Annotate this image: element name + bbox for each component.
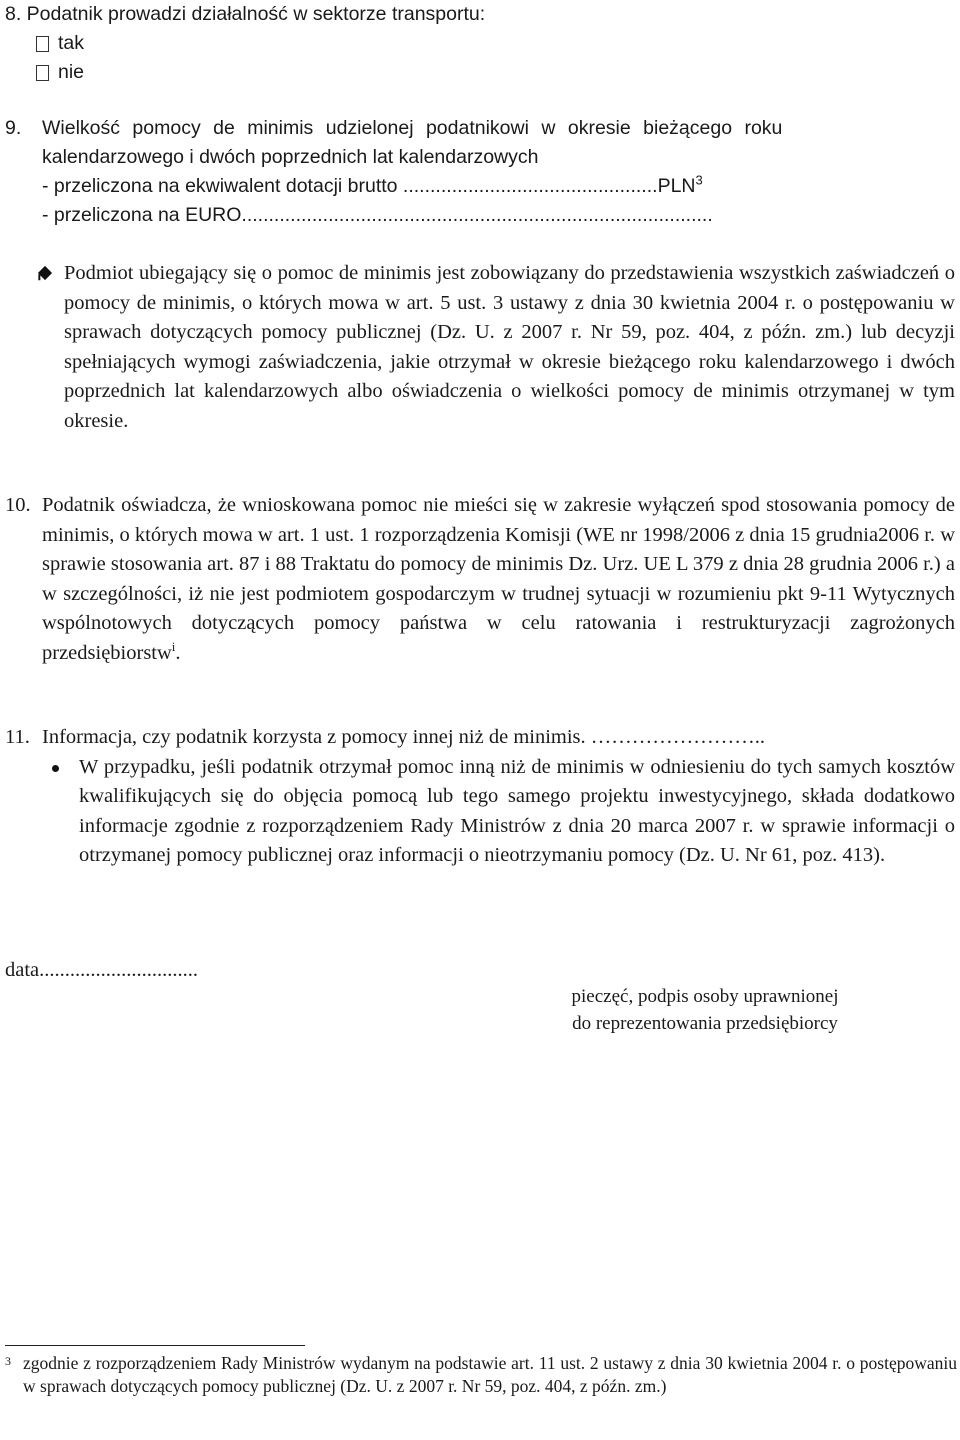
question-11-text[interactable]: Informacja, czy podatnik korzysta z pomocy innej niż de minimis. …………………….. xyxy=(42,726,766,748)
question-9-line-2: kalendarzowego i dwóch poprzednich lat kalendarzowych xyxy=(42,146,539,168)
bullet-dot-icon xyxy=(52,765,59,772)
question-8 xyxy=(5,0,945,87)
note-text: Podmiot ubiegający się o pomoc de minimis jest zobowiązany do przedstawienia wszystkich zaświadczeń o pomocy de minimis, o których mowa w art. 5 ust. 3 ustawy z dnia 30 kwietnia 2004 r. o postępowaniu w sprawach dotyczących pomocy publicznej (Dz. U. z 2007 r. Nr 59, poz. 404, z późn. zm.) lub decyzji spełniających wymogi zaświadczenia, jakie otrzymał w okresie bieżącego roku kalendarzowego i dwóch poprzednich lat kalendarzowych albo oświadczenia o wielkości pomocy de minimis otrzymanej w tym okresie. xyxy=(64,262,955,432)
checkbox-tak[interactable] xyxy=(36,36,49,52)
option-nie[interactable] xyxy=(5,58,945,87)
question-11 xyxy=(5,723,955,871)
date-field[interactable]: data............................... xyxy=(5,959,199,981)
signature-line-1: pieczęć, podpis osoby uprawnionej xyxy=(571,986,839,1007)
footnote-ref-3: 3 xyxy=(695,172,703,188)
pln-field[interactable]: - przeliczona na ekwiwalent dotacji brutto ...............................................PLN xyxy=(42,175,696,197)
euro-field[interactable]: - przeliczona na EURO....................................................................................... xyxy=(42,204,713,226)
question-10-end: . xyxy=(175,641,181,664)
footnote-mark: 3 xyxy=(5,1354,11,1368)
checkbox-nie[interactable] xyxy=(36,65,49,81)
question-10-text xyxy=(42,491,955,668)
option-tak-label: tak xyxy=(58,32,85,54)
footnote xyxy=(5,1352,957,1398)
question-10-number: 10. xyxy=(5,494,31,516)
question-11-number: 11. xyxy=(5,726,30,748)
question-10-body: Podatnik oświadcza, że wnioskowana pomoc nie mieści się w zakresie wyłączeń spod stosowania pomocy de minimis, o których mowa w art. 1 ust. 1 rozporządzenia Komisji (WE nr 1998/2006 z dnia 15 grudnia2006 r. w sprawie stosowania art. 87 i 88 Traktatu do pomocy de minimis Dz. Urz. UE L 379 z dnia 28 grudnia 2006 r.) a w szczególności, iż nie jest podmiotem gospodarczym w trudnej sytuacji w rozumieniu pkt 9-11 Wytycznych wspólnotowych dotyczących pomocy państwa w celu ratowania i restrukturyzacji zagrożonych przedsiębiorstw xyxy=(42,494,955,664)
diamond-bullet-icon xyxy=(38,266,52,280)
question-9 xyxy=(5,114,955,230)
question-8-label: 8. Podatnik prowadzi działalność w sektorze transportu: xyxy=(5,3,486,25)
question-9-number: 9. xyxy=(5,117,22,139)
option-tak[interactable] xyxy=(5,29,945,58)
question-11-bullet xyxy=(5,753,955,871)
de-minimis-note xyxy=(40,259,955,436)
question-9-line-3 xyxy=(5,172,955,201)
question-11-bullet-text: W przypadku, jeśli podatnik otrzymał pomoc inną niż de minimis w odniesieniu do tych samych kosztów kwalifikujących się do objęcia pomocą lub tego samego projektu inwestycyjnego, składa dodatkowo informacje zgodnie z rozporządzeniem Rady Ministrów z dnia 20 marca 2007 r. w sprawie informacji o otrzymanej pomocy publicznej oraz informacji o nieotrzymaniu pomocy (Dz. U. Nr 61, poz. 413). xyxy=(79,755,955,866)
footnote-divider xyxy=(5,1345,305,1346)
signature-line-2: do reprezentowania przedsiębiorcy xyxy=(572,1013,838,1034)
footnote-text: zgodnie z rozporządzeniem Rady Ministrów wydanym na podstawie art. 11 ust. 2 ustawy z dnia 30 kwietnia 2004 r. o postępowaniu w sprawach dotyczących pomocy publicznej (Dz. U. z 2007 r. Nr 59, poz. 404, z późn. zm.) xyxy=(23,1353,957,1396)
question-9-line-1: Wielkość pomocy de minimis udzielonej podatnikowi w okresie bieżącego roku xyxy=(42,117,783,139)
option-nie-label: nie xyxy=(58,61,85,83)
signature-block xyxy=(520,983,890,1037)
endnote-ref-i: i xyxy=(171,638,176,654)
question-10 xyxy=(5,491,955,668)
